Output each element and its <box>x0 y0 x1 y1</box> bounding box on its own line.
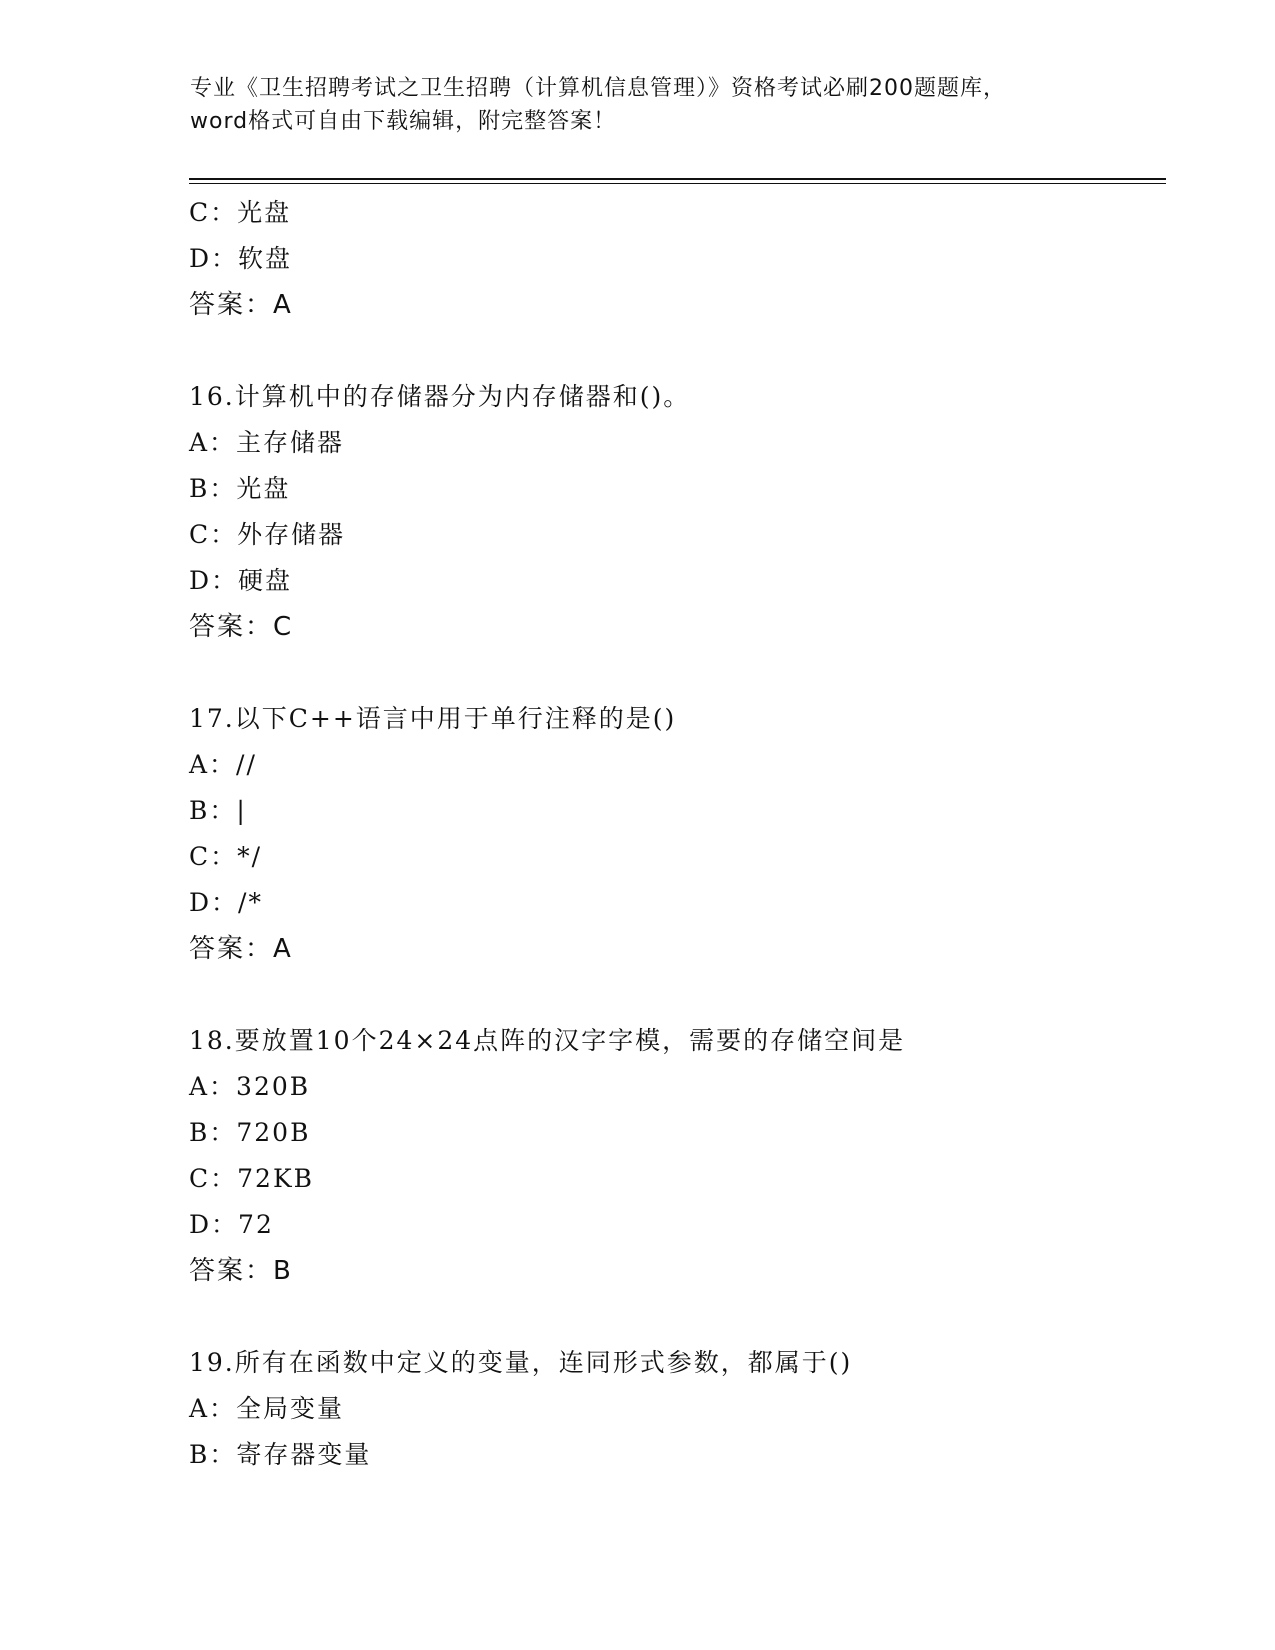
option-c: C：72KB <box>189 1164 314 1193</box>
option-b: B：光盘 <box>189 474 291 503</box>
question-stem: 19.所有在函数中定义的变量，连同形式参数，都属于() <box>189 1348 853 1377</box>
question-18 <box>189 1018 1169 1294</box>
question-16 <box>189 374 1169 650</box>
option-c: C：*/ <box>189 842 263 871</box>
question-stem: 18.要放置10个24×24点阵的汉字字模，需要的存储空间是 <box>189 1026 906 1055</box>
option-a: A：主存储器 <box>189 428 345 457</box>
question-list <box>189 190 1169 1478</box>
option-d: D：/* <box>189 888 263 917</box>
option-c: C：外存储器 <box>189 520 346 549</box>
header-title-line-1: 专业《卫生招聘考试之卫生招聘（计算机信息管理）》资格考试必刷200题题库， <box>190 76 1006 101</box>
question-stem: 16.计算机中的存储器分为内存储器和()。 <box>189 382 691 411</box>
option-a: A：// <box>189 750 257 779</box>
option-b: B：寄存器变量 <box>189 1440 372 1469</box>
answer-line: 答案：C <box>189 612 294 642</box>
answer-line: 答案：A <box>189 934 293 964</box>
question-19 <box>189 1340 1169 1478</box>
option-d: D：硬盘 <box>189 566 293 595</box>
document-header <box>190 72 1090 138</box>
answer-line: 答案：B <box>189 1256 293 1286</box>
option-b: B：| <box>189 796 247 825</box>
option-a: A：全局变量 <box>189 1394 345 1423</box>
header-divider-thin <box>189 183 1166 184</box>
header-divider-thick <box>189 178 1166 180</box>
answer-line: 答案：A <box>189 290 293 320</box>
previous-question-tail <box>189 190 1169 328</box>
option-d: D：软盘 <box>189 244 293 273</box>
header-title-line-2: word格式可自由下载编辑，附完整答案！ <box>190 109 617 134</box>
option-b: B：720B <box>189 1118 311 1147</box>
question-17 <box>189 696 1169 972</box>
option-a: A：320B <box>189 1072 311 1101</box>
option-c: C：光盘 <box>189 198 292 227</box>
option-d: D：72 <box>189 1210 274 1239</box>
question-stem: 17.以下C++语言中用于单行注释的是() <box>189 704 677 733</box>
